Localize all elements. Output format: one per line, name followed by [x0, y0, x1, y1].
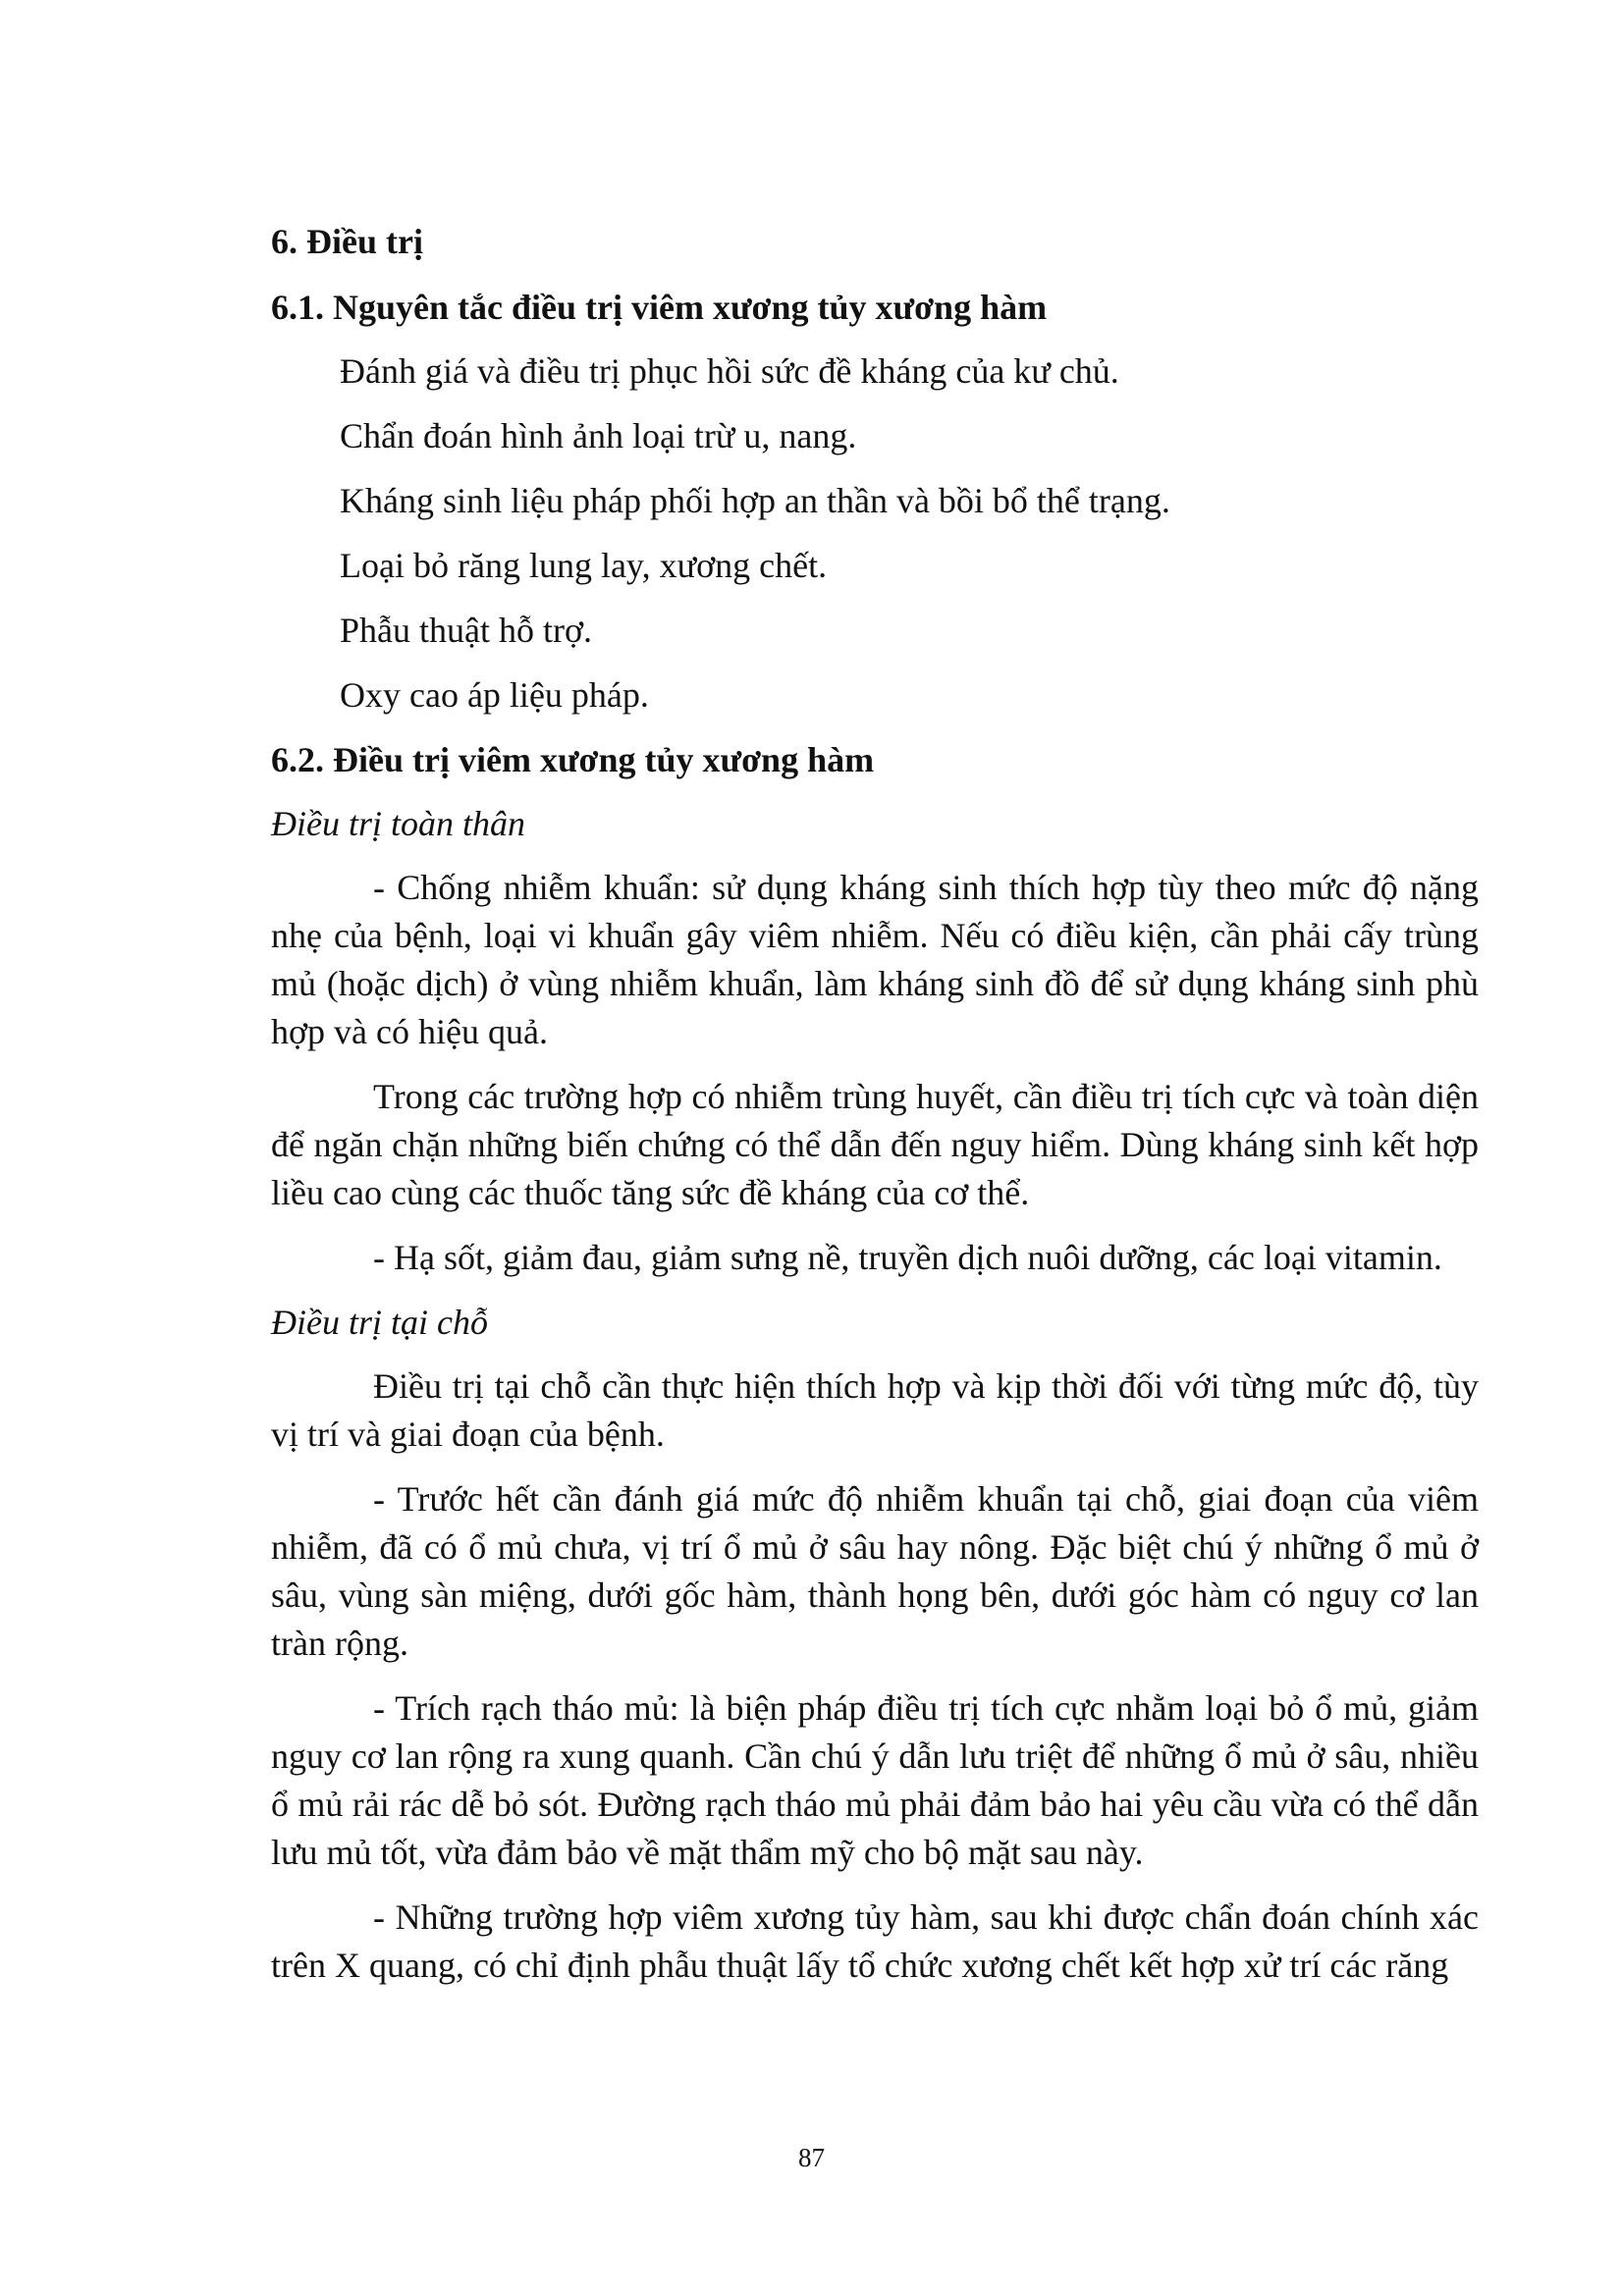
paragraph: - Hạ sốt, giảm đau, giảm sưng nề, truyền dịch nuôi dưỡng, các loại vitamin. [373, 1238, 1442, 1277]
subheading-systemic: Điều trị toàn thân [271, 804, 525, 843]
list-item: Loại bỏ răng lung lay, xương chết. [340, 546, 828, 585]
paragraph: - Trích rạch tháo mủ: là biện pháp điều trị tích cực nhằm loại bỏ ổ mủ, giảm nguy cơ lan rộng ra xung quanh. Cần chú ý dẫn lưu triệt để những ổ mủ ở sâu, nhiều ổ mủ rải rác dễ bỏ sót. Đường rạch tháo mủ phải đảm bảo hai yêu cầu vừa có thể dẫn lưu mủ tốt, vừa đảm bảo về mặt thẩm mỹ cho bộ mặt sau này. [271, 1688, 1479, 1872]
section-heading-principles: 6.1. Nguyên tắc điều trị viêm xương tủy xương hàm [271, 288, 1048, 327]
subheading-local: Điều trị tại chỗ [271, 1303, 488, 1342]
page-content [271, 218, 1479, 2006]
paragraph: Trong các trường hợp có nhiễm trùng huyết, cần điều trị tích cực và toàn diện để ngăn chặn những biến chứng có thể dẫn đến nguy hiểm. Dùng kháng sinh kết hợp liều cao cùng các thuốc tăng sức đề kháng của cơ thể. [271, 1077, 1479, 1212]
list-item: Kháng sinh liệu pháp phối hợp an thần và bồi bổ thể trạng. [340, 481, 1170, 520]
paragraph: - Trước hết cần đánh giá mức độ nhiễm khuẩn tại chỗ, giai đoạn của viêm nhiễm, đã có ổ mủ chưa, vị trí ổ mủ ở sâu hay nông. Đặc biệt chú ý những ổ mủ ở sâu, vùng sàn miệng, dưới gốc hàm, thành họng bên, dưới góc hàm có nguy cơ lan tràn rộng. [271, 1479, 1479, 1663]
list-item: Oxy cao áp liệu pháp. [340, 675, 649, 715]
paragraph: - Chống nhiễm khuẩn: sử dụng kháng sinh thích hợp tùy theo mức độ nặng nhẹ của bệnh, loại vi khuẩn gây viêm nhiễm. Nếu có điều kiện, cần phải cấy trùng mủ (hoặc dịch) ở vùng nhiễm khuẩn, làm kháng sinh đồ để sử dụng kháng sinh phù hợp và có hiệu quả. [271, 868, 1479, 1051]
list-item: Chẩn đoán hình ảnh loại trừ u, nang. [340, 416, 857, 455]
section-heading-treatment: 6.2. Điều trị viêm xương tủy xương hàm [271, 740, 875, 779]
paragraph: - Những trường hợp viêm xương tủy hàm, sau khi được chẩn đoán chính xác trên X quang, có chỉ định phẫu thuật lấy tổ chức xương chết kết hợp xử trí các răng [271, 1897, 1479, 1985]
paragraph: Điều trị tại chỗ cần thực hiện thích hợp và kịp thời đối với từng mức độ, tùy vị trí và giai đoạn của bệnh. [271, 1366, 1479, 1454]
list-item: Phẫu thuật hỗ trợ. [340, 611, 593, 650]
chapter-heading: 6. Điều trị [271, 222, 423, 261]
page-number: 87 [798, 2143, 825, 2172]
list-item: Đánh giá và điều trị phục hồi sức đề kháng của kư chủ. [340, 351, 1119, 391]
principles-list [271, 347, 1479, 720]
